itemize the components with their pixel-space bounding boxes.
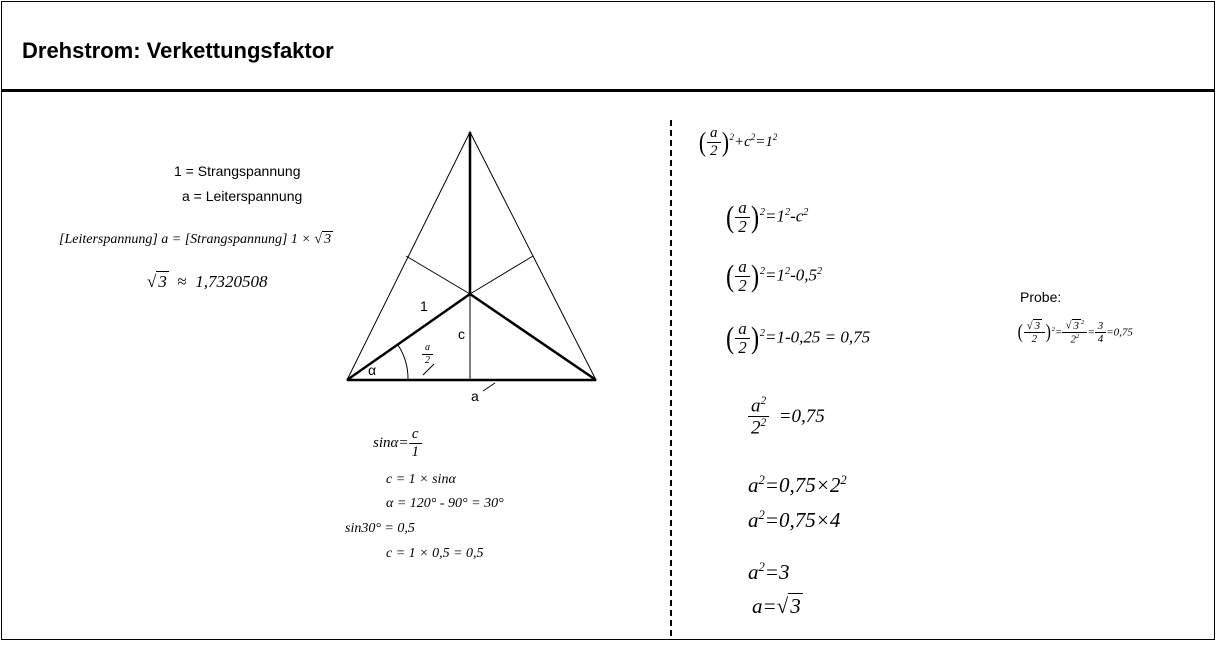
sqrt-symbol: √ <box>147 272 157 291</box>
label-a-bottom: a <box>471 388 479 404</box>
label-c: c <box>458 326 465 342</box>
eq-8: $a^2=3$ <box>748 560 790 584</box>
probe-formula: ( $\frac{√ 3}{2}$ )$^2$= $\frac{√ 3 ^2}{2^2}$ = $\frac{3}{4}$ =0,75 <box>1017 319 1133 346</box>
c-value-eq: c = 1 × 0,5 = 0,5 <box>386 546 484 561</box>
relation-text: [Leiterspannung] a = [Strangspannung] 1 × <box>59 232 311 247</box>
outer-triangle <box>347 132 596 380</box>
sin30-eq: sin30° = 0,5 <box>345 521 415 536</box>
page <box>1 1 1215 640</box>
sqrt-symbol: √ <box>314 232 323 247</box>
page-title: Drehstrom: Verkettungsfaktor <box>22 38 334 63</box>
perp-right <box>470 256 533 294</box>
approx-value: 1,7320508 <box>195 272 268 291</box>
eq-7: $a^2=0,75\times 4$ <box>748 508 841 532</box>
label-one: 1 <box>420 298 428 314</box>
eq-6: $a^2=0,75\times 2^2$ <box>748 473 847 497</box>
relation-sqrt-value: 3 <box>324 232 332 247</box>
a-leader <box>483 383 495 391</box>
alpha-eq: α = 120° - 90° = 30° <box>386 496 504 511</box>
bold-strang-right <box>470 294 596 380</box>
eq-1: ( $\frac{a}{2}$ )$^2+c^2=1^2$ <box>698 125 778 159</box>
legend-leiterspannung: a = Leiterspannung <box>182 188 303 204</box>
bold-strang-left <box>347 294 470 380</box>
approx-sqrt-value: 3 <box>158 272 167 291</box>
approx-symbol: ≈ <box>177 272 187 291</box>
eq-2: ( $\frac{a}{2}$ )$^2=1^2-c^2$ <box>726 198 809 236</box>
angle-arc <box>398 345 408 380</box>
eq-4: ( $\frac{a}{2}$ )$^2$=1-0,25 = 0,75 <box>726 319 871 357</box>
half-leader <box>423 364 434 375</box>
probe-label: Probe: <box>1020 289 1062 305</box>
eq-3: ( $\frac{a}{2}$ )$^2=1^2-0,5^2$ <box>726 257 823 295</box>
eq-5: $\frac{a^2}{2^2}$ =0,75 <box>748 396 825 439</box>
label-alpha: α <box>368 362 377 378</box>
c-eq: c = 1 × sinα <box>386 472 456 487</box>
label-half-a: $\frac{a}{2}$ <box>422 343 433 366</box>
sin-formula: sinα= $\frac{c}{1}$ <box>373 427 422 460</box>
eq-9: a=√3 <box>752 594 801 618</box>
sqrt-symbol: √ <box>776 594 789 618</box>
perp-left <box>406 256 470 294</box>
legend-strangspannung: 1 = Strangspannung <box>174 163 301 179</box>
